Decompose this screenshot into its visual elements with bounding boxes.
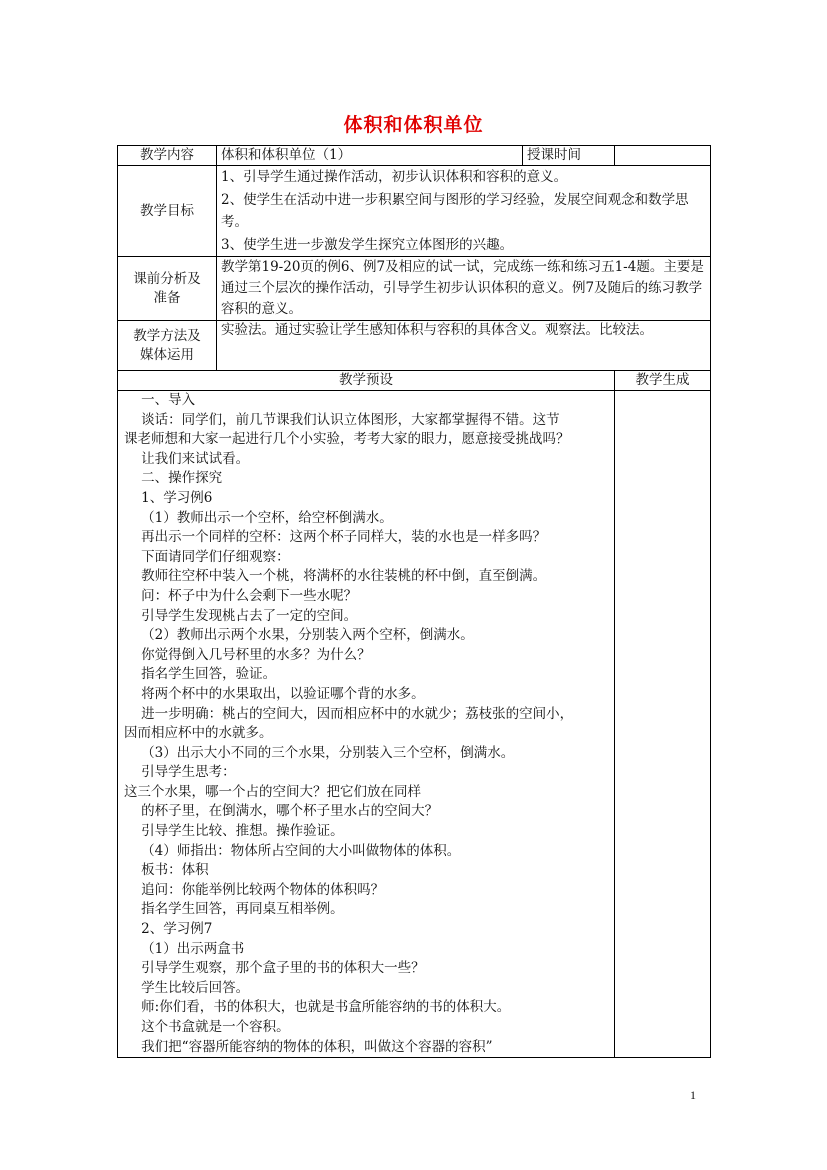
content-value: 体积和体积单位（1） xyxy=(217,146,523,166)
lesson-plan-table xyxy=(117,145,711,1058)
design-line: 板书：体积 xyxy=(124,862,209,879)
label-content: 教学内容 xyxy=(118,146,217,166)
row-content xyxy=(118,146,711,166)
document-title: 体积和体积单位 xyxy=(343,114,484,136)
design-line: 课老师想和大家一起进行几个小实验，考考大家的眼力，愿意接受挑战吗？ xyxy=(124,431,570,448)
page-number: 1 xyxy=(690,1088,696,1102)
design-line: 师:你们看，书的体积大，也就是书盒所能容纳的书的体积大。 xyxy=(124,999,511,1016)
design-line: （4）师指出：物体所占空间的大小叫做物体的体积。 xyxy=(124,842,461,859)
design-line: 将两个杯中的水果取出，以验证哪个背的水多。 xyxy=(124,685,425,702)
prep-text: 教学第19-20页的例6、例7及相应的试一试，完成练一练和练习五1-4题。主要是通过三个层次的操作活动，引导学生初步认识体积的意义。例7及随后的练习教学容积的意义。 xyxy=(221,259,704,317)
design-line: 引导学生发现桃占去了一定的空间。 xyxy=(124,607,358,624)
goal-item: 1、引导学生通过操作活动，初步认识体积和容积的意义。 xyxy=(221,169,568,185)
row-method xyxy=(118,321,711,371)
design-line: 引导学生观察，那个盒子里的书的体积大一些？ xyxy=(124,960,425,977)
design-line: 进一步明确：桃占的空间大，因而相应杯中的水就少；荔枝张的空间小， xyxy=(124,705,574,722)
method-cell xyxy=(217,321,711,371)
goal-item: 3、使学生进一步激发学生探究立体图形的兴趣。 xyxy=(221,237,514,253)
generation-cell xyxy=(615,391,711,1058)
row-goals xyxy=(118,166,711,257)
design-line: 再出示一个同样的空杯：这两个杯子同样大，装的水也是一样多吗？ xyxy=(124,529,547,546)
design-line: 指名学生回答，再同桌互相举例。 xyxy=(124,901,344,918)
design-line: 我们把“容器所能容纳的物体的体积，叫做这个容器的容积” xyxy=(124,1038,493,1055)
label-prep: 课前分析及准备 xyxy=(118,257,217,321)
design-line: 的杯子里，在倒满水，哪个杯子里水占的空间大？ xyxy=(124,803,439,820)
label-goals: 教学目标 xyxy=(118,166,217,257)
prep-cell xyxy=(217,257,711,321)
design-line: （2）教师出示两个水果，分别装入两个空杯，倒满水。 xyxy=(124,627,474,644)
design-line: 追问：你能举例比较两个物体的体积吗？ xyxy=(124,881,385,898)
design-line: 教师往空杯中装入一个桃，将满杯的水往装桃的杯中倒，直至倒满。 xyxy=(124,568,547,585)
goals-cell xyxy=(217,166,711,257)
design-line: （3）出示大小不同的三个水果，分别装入三个空杯，倒满水。 xyxy=(124,744,515,761)
design-line: 因而相应杯中的水就多。 xyxy=(124,725,273,742)
label-time: 授课时间 xyxy=(523,146,615,166)
design-line: 1、学习例6 xyxy=(124,489,213,506)
label-method: 教学方法及媒体运用 xyxy=(118,321,217,371)
design-line: （1）出示两盒书 xyxy=(124,940,245,957)
design-line: 下面请同学们仔细观察： xyxy=(124,548,290,565)
design-line: 你觉得倒入几号杯里的水多？为什么？ xyxy=(124,646,371,663)
time-value xyxy=(615,146,711,166)
header-generation: 教学生成 xyxy=(615,371,711,391)
method-text: 实验法。通过实验让学生感知体积与容积的具体含义。观察法。比较法。 xyxy=(221,322,653,338)
row-design-header xyxy=(118,371,711,391)
design-line: 谈话：同学们，前几节课我们认识立体图形，大家都掌握得不错。这节 xyxy=(124,411,560,428)
design-line: 学生比较后回答。 xyxy=(124,979,250,996)
design-line: 一、导入 xyxy=(124,392,196,408)
row-design-body xyxy=(118,391,711,1058)
design-line: 二、操作探究 xyxy=(124,470,223,487)
design-line: （1）教师出示一个空杯，给空杯倒满水。 xyxy=(124,509,393,526)
design-line: 引导学生比较、推想。操作验证。 xyxy=(124,823,344,840)
design-line: 问：杯子中为什么会剩下一些水呢？ xyxy=(124,587,358,604)
design-cell xyxy=(118,391,615,1058)
design-line: 让我们来试试看。 xyxy=(124,450,250,467)
header-design: 教学预设 xyxy=(118,371,615,391)
goal-item: 2、使学生在活动中进一步积累空间与图形的学习经验，发展空间观念和数学思考。 xyxy=(221,192,689,230)
design-line: 指名学生回答，验证。 xyxy=(124,666,277,683)
row-prep xyxy=(118,257,711,321)
design-line: 2、学习例7 xyxy=(124,921,213,938)
design-line: 这个书盒就是一个容积。 xyxy=(124,1019,290,1035)
design-line: 引导学生思考： xyxy=(124,764,236,781)
design-line: 这三个水果，哪一个占的空间大？把它们放在同样 xyxy=(124,783,421,800)
